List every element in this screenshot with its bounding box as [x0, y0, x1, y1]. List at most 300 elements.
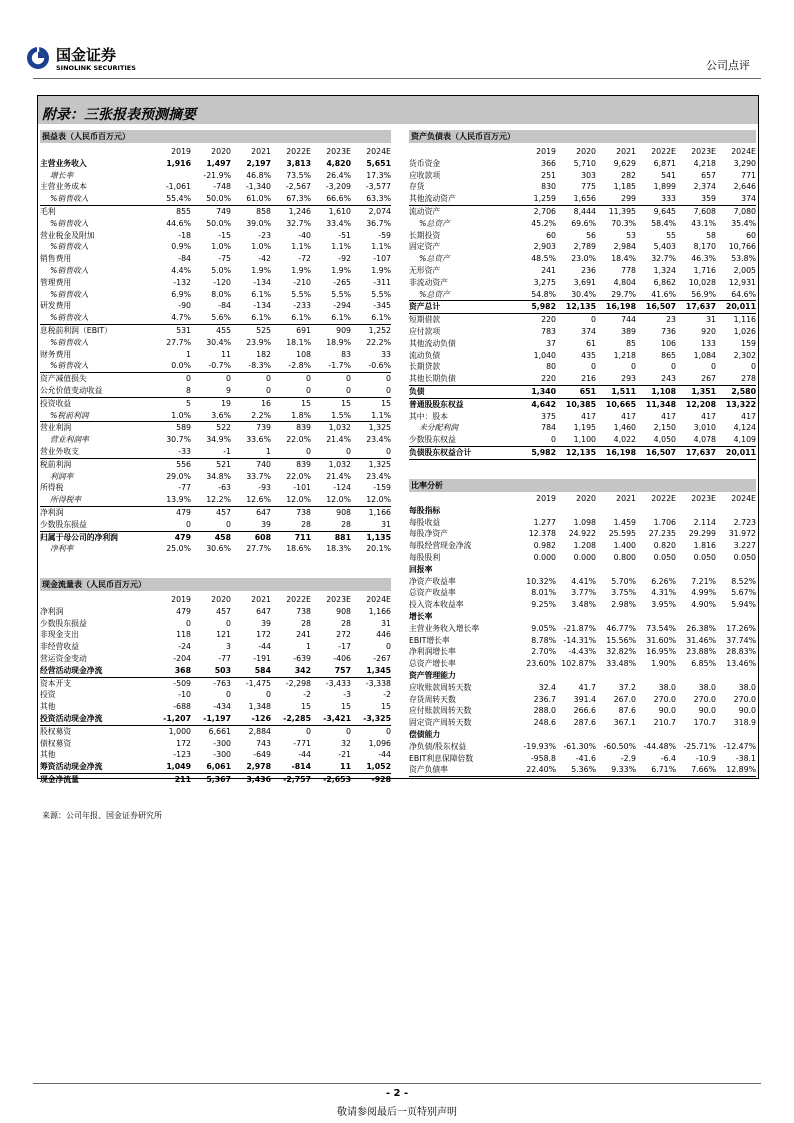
row-value: 0	[351, 446, 391, 458]
row-value: 2,646	[733, 182, 756, 192]
table-row	[409, 446, 756, 459]
row-value: 36.7%	[366, 218, 391, 228]
row-value	[556, 729, 596, 741]
row-value: 22.2%	[366, 337, 391, 347]
row-value: 1.459	[613, 517, 636, 527]
row-value: 9,629	[613, 158, 636, 168]
row-label: 净利润增长率	[409, 647, 456, 657]
row-value: -77	[218, 653, 231, 663]
row-value: -92	[338, 254, 351, 264]
row-label: 其他长期负债	[409, 373, 516, 385]
row-value: -1.7%	[311, 360, 351, 372]
row-label: 非现金支出	[40, 630, 79, 640]
row-value	[676, 670, 716, 682]
row-label: 净资产收益率	[409, 576, 456, 586]
row-value: -3	[343, 690, 351, 700]
row-label: 研发费用	[40, 301, 72, 311]
row-value: 8.52%	[731, 576, 756, 586]
row-value: 1.5%	[311, 410, 351, 422]
row-value: 1	[231, 446, 271, 458]
row-value: 0.9%	[171, 242, 191, 252]
row-value: 25.0%	[166, 544, 191, 554]
row-value: 5,982	[516, 446, 556, 459]
row-value: -2,757	[283, 774, 311, 784]
row-label: 偿债能力	[409, 729, 441, 739]
year-header-row	[40, 594, 391, 606]
row-label: 销售费用	[40, 254, 72, 264]
row-value: 5.67%	[731, 588, 756, 598]
row-value: 1,325	[368, 459, 391, 469]
year-header: 2023E	[326, 595, 351, 604]
table-row	[409, 434, 756, 446]
row-value: -72	[298, 254, 311, 264]
row-value: 18.3%	[326, 544, 351, 554]
row-value: 15	[341, 702, 351, 712]
row-value: 6.1%	[351, 312, 391, 324]
row-value: 41.6%	[636, 289, 676, 301]
table-row	[409, 505, 756, 517]
row-label: 资产减值损失	[40, 374, 87, 384]
row-value: 5,367	[206, 774, 231, 784]
row-value: 556	[176, 459, 191, 469]
row-label: 归属于母公司的净利润	[40, 532, 118, 542]
row-value: 17,637	[676, 301, 716, 314]
row-value: 1,246	[288, 206, 311, 216]
table-row	[409, 385, 756, 398]
row-value: 0	[346, 374, 351, 384]
row-value: 13.46%	[726, 659, 756, 669]
row-value: 1,511	[596, 385, 636, 398]
row-value: 63.3%	[351, 193, 391, 205]
row-label: 普通股股东权益	[409, 399, 464, 409]
table-row	[40, 253, 391, 265]
row-value: 1,716	[693, 265, 716, 275]
row-value: 865	[661, 350, 676, 360]
row-value: -24	[178, 642, 191, 652]
row-value: 26.38%	[686, 623, 716, 633]
row-value	[716, 729, 756, 741]
row-value: 909	[336, 325, 351, 335]
row-value	[716, 564, 756, 576]
table-row	[409, 764, 756, 776]
table-row	[40, 422, 391, 434]
row-value: 541	[661, 170, 676, 180]
row-value: 1,000	[168, 726, 191, 736]
row-value: 1,084	[693, 350, 716, 360]
row-value: -345	[373, 301, 391, 311]
table-row	[40, 471, 391, 483]
row-value: 53.8%	[731, 254, 756, 264]
company-logo	[26, 43, 146, 75]
row-value: 31	[351, 519, 391, 531]
row-value: 691	[296, 325, 311, 335]
row-value: 33.7%	[246, 471, 271, 481]
row-value: 39.0%	[246, 218, 271, 228]
row-value	[676, 729, 716, 741]
cashflow-title: 现金流量表（人民币百万元）	[42, 580, 146, 589]
row-value: 41.7	[578, 682, 596, 692]
row-value: 1,185	[613, 182, 636, 192]
row-value: 368	[151, 665, 191, 677]
row-value: 243	[636, 373, 676, 385]
logo-text-cn: 国金证券	[56, 46, 117, 64]
row-value: 1.8%	[271, 410, 311, 422]
row-value: -191	[253, 653, 271, 663]
row-value: 4,218	[693, 158, 716, 168]
row-value: 172	[256, 630, 271, 640]
row-label: 主营业务成本	[40, 182, 87, 192]
row-value: -84	[178, 254, 191, 264]
row-value: 2,302	[733, 350, 756, 360]
row-value: 1,195	[573, 423, 596, 433]
row-value: 5.5%	[371, 289, 391, 299]
table-row	[409, 265, 756, 277]
row-value: 5,651	[366, 158, 391, 168]
row-value: -134	[253, 277, 271, 287]
row-value: 0	[711, 362, 716, 372]
table-row	[409, 564, 756, 576]
row-value: 3	[226, 642, 231, 652]
row-label: 净负债/股东权益	[409, 741, 467, 751]
row-label: 少数股东损益	[40, 519, 151, 531]
row-value: 73.54%	[646, 623, 676, 633]
row-value: 4.99%	[691, 588, 716, 598]
row-label: 回报率	[409, 564, 433, 574]
row-value: 1.1%	[291, 242, 311, 252]
row-label: %总资产	[419, 254, 450, 264]
row-value: 216	[556, 373, 596, 385]
row-value: 56.9%	[676, 289, 716, 301]
row-value: 5.6%	[191, 312, 231, 324]
row-value: 1,610	[328, 206, 351, 216]
row-value: 9	[191, 385, 231, 397]
row-value: 366	[541, 158, 556, 168]
row-value: 5.0%	[211, 265, 231, 275]
row-value: 28	[311, 519, 351, 531]
row-label: 每股收益	[409, 517, 441, 527]
table-row	[409, 599, 756, 611]
table-row	[409, 398, 756, 410]
row-value: -1,061	[165, 182, 191, 192]
row-value	[556, 505, 596, 517]
row-label: %销售收入	[50, 337, 89, 347]
row-value: 6.26%	[651, 576, 676, 586]
row-value: -126	[231, 713, 271, 725]
table-row	[40, 749, 391, 761]
row-value: 0.000	[573, 552, 596, 562]
row-value: 6.1%	[251, 289, 271, 299]
row-value: 1,916	[166, 158, 191, 168]
year-header: 2024E	[731, 147, 756, 156]
row-value: -3,433	[325, 678, 351, 688]
table-row	[409, 301, 756, 314]
row-label: 未分配利润	[419, 423, 458, 433]
row-label: 营业外收支	[40, 446, 151, 458]
row-value: 5	[186, 398, 191, 408]
row-value: -51	[338, 230, 351, 240]
row-value: 15	[301, 398, 311, 408]
row-value: 15	[381, 702, 391, 712]
row-value: 58	[706, 230, 716, 240]
row-value: 22.40%	[516, 764, 556, 776]
table-row	[409, 170, 756, 182]
row-label: 资产总计	[409, 301, 516, 314]
row-value: 4.31%	[651, 588, 676, 598]
row-value: -120	[213, 277, 231, 287]
row-value: 503	[191, 665, 231, 677]
row-value: 10,766	[728, 242, 756, 252]
row-label: 长期投资	[409, 230, 441, 240]
row-value: 11,395	[608, 206, 636, 216]
row-value: -1,207	[151, 713, 191, 725]
year-header: 2019	[171, 147, 191, 156]
balance-title: 资产负债表（人民币百万元）	[411, 132, 515, 141]
row-label: 每股指标	[409, 505, 441, 515]
row-value: 5,403	[653, 242, 676, 252]
row-value: 1,497	[206, 158, 231, 168]
row-label: 营业利润率	[50, 435, 89, 445]
row-value	[556, 564, 596, 576]
row-value: 0	[386, 642, 391, 652]
row-value: -3,421	[311, 713, 351, 725]
row-value	[676, 611, 716, 623]
row-value: 66.6%	[311, 193, 351, 205]
table-row	[409, 230, 756, 242]
document-type: 公司点评	[706, 59, 750, 72]
row-value: 4,820	[326, 158, 351, 168]
row-label: 净利润	[40, 507, 64, 517]
row-value: -21	[338, 750, 351, 760]
row-label: %销售收入	[50, 242, 89, 252]
row-value: 35.4%	[731, 218, 756, 228]
row-value: 34.9%	[206, 435, 231, 445]
row-value: -75	[218, 254, 231, 264]
row-value: 12,931	[728, 277, 756, 287]
table-row	[40, 230, 391, 242]
row-value: 17.3%	[366, 170, 391, 180]
table-row	[409, 552, 756, 564]
row-value: 1.0%	[211, 242, 231, 252]
year-header: 2019	[171, 595, 191, 604]
row-value: -44.48%	[643, 741, 676, 751]
row-label: 营业利润	[40, 423, 72, 433]
logo-text-en: SINOLINK SECURITIES	[56, 64, 136, 72]
row-value: 0	[266, 690, 271, 700]
row-value: 272	[336, 630, 351, 640]
row-value: -12.47%	[723, 741, 756, 751]
table-row	[40, 761, 391, 773]
table-row	[409, 241, 756, 253]
year-header: 2022E	[651, 147, 676, 156]
row-label: 息税前利润（EBIT）	[40, 325, 112, 335]
row-label: 税前利润	[40, 459, 72, 469]
table-row	[40, 158, 391, 170]
row-value	[556, 670, 596, 682]
page-number: - 2 -	[385, 1088, 409, 1099]
row-value: 5.5%	[291, 289, 311, 299]
row-value: 736	[661, 326, 676, 336]
row-value: 10,385	[565, 399, 596, 409]
year-header-row	[409, 146, 756, 158]
row-label: 每股净资产	[409, 529, 448, 539]
row-value: -17	[338, 642, 351, 652]
row-value: 0	[306, 726, 311, 736]
table-row	[40, 653, 391, 665]
row-value: 11,348	[645, 399, 676, 409]
row-value: 525	[256, 325, 271, 335]
row-value: 34.8%	[206, 471, 231, 481]
row-value: 23.4%	[366, 471, 391, 481]
row-value: 1,049	[151, 761, 191, 773]
row-value: -294	[333, 301, 351, 311]
row-value: 0.0%	[151, 360, 191, 372]
row-value: 108	[296, 349, 311, 359]
row-label: %总资产	[409, 289, 516, 301]
row-value: 375	[541, 411, 556, 421]
row-value: 303	[581, 170, 596, 180]
row-value: 1,032	[328, 423, 351, 433]
row-value: 28	[341, 618, 351, 628]
row-value: 2,978	[231, 761, 271, 773]
row-value: 121	[216, 630, 231, 640]
row-value: 48.5%	[531, 254, 556, 264]
row-value: 23.0%	[571, 254, 596, 264]
row-value: 3,436	[246, 774, 271, 784]
row-value: 647	[256, 507, 271, 517]
row-value: 90.0	[658, 706, 676, 716]
row-value: 738	[296, 507, 311, 517]
row-value: -3,577	[365, 182, 391, 192]
row-value: 1,340	[516, 385, 556, 398]
row-value: 270.0	[653, 694, 676, 704]
row-label: 少数股东权益	[409, 434, 516, 446]
row-label: %税前利润	[40, 410, 151, 422]
row-value: 18.4%	[611, 254, 636, 264]
row-value: 102.87%	[561, 659, 596, 669]
row-value: 43.1%	[691, 218, 716, 228]
row-label: 长期贷款	[409, 362, 441, 372]
row-value: 12.0%	[311, 494, 351, 506]
row-value: 73.5%	[286, 170, 311, 180]
row-value: 2,150	[653, 423, 676, 433]
table-row	[40, 170, 391, 182]
row-value: 739	[256, 423, 271, 433]
row-label: 管理费用	[40, 277, 72, 287]
table-row	[409, 158, 756, 170]
row-value: -61.30%	[563, 741, 596, 751]
row-value: 0	[386, 374, 391, 384]
row-value: 0	[231, 385, 271, 397]
table-row	[40, 218, 391, 230]
table-row	[40, 205, 391, 217]
row-value: 90.0	[738, 706, 756, 716]
row-value: 29.0%	[166, 471, 191, 481]
row-value: 1.1%	[351, 410, 391, 422]
row-value: 4,804	[613, 277, 636, 287]
row-value	[596, 670, 636, 682]
row-value: 522	[216, 423, 231, 433]
row-value: 5.70%	[611, 576, 636, 586]
row-value: 4.90%	[691, 600, 716, 610]
row-value: 3.77%	[571, 588, 596, 598]
row-value: 293	[596, 373, 636, 385]
row-value: 211	[174, 774, 191, 784]
ratios-title: 比率分析	[411, 481, 443, 490]
year-header: 2022E	[286, 147, 311, 156]
row-value: 417	[581, 411, 596, 421]
row-value: 0	[591, 315, 596, 325]
row-value: 0	[266, 374, 271, 384]
row-value: 7.66%	[676, 764, 716, 776]
row-value: -15	[218, 230, 231, 240]
row-value: 267.0	[613, 694, 636, 704]
row-value: -8.3%	[231, 360, 271, 372]
row-value: 270.0	[733, 694, 756, 704]
row-value: 118	[176, 630, 191, 640]
row-value: 10.32%	[526, 576, 556, 586]
row-label: 短期借款	[409, 315, 441, 325]
row-value: 783	[541, 326, 556, 336]
row-label: %销售收入	[40, 193, 151, 205]
row-value: 26.4%	[326, 170, 351, 180]
table-row	[40, 494, 391, 506]
year-header: 2023E	[691, 494, 716, 503]
row-value: 6,661	[208, 726, 231, 736]
row-value: 0	[271, 385, 311, 397]
row-value: 0	[346, 726, 351, 736]
row-value: 38.0	[738, 682, 756, 692]
row-value: 8	[151, 385, 191, 397]
ratio-analysis-table	[409, 493, 756, 777]
row-value: 1.0%	[151, 410, 191, 422]
row-value: 0.050	[693, 552, 716, 562]
table-row	[409, 277, 756, 289]
table-row	[409, 373, 756, 385]
row-value: 22.0%	[286, 471, 311, 481]
row-value: 6.1%	[311, 312, 351, 324]
row-value: -748	[213, 182, 231, 192]
row-value: 6,871	[653, 158, 676, 168]
table-row	[409, 753, 756, 765]
row-value: 38.0	[698, 682, 716, 692]
row-value: 2,984	[613, 242, 636, 252]
row-value: 3.227	[733, 541, 756, 551]
table-row	[40, 265, 391, 277]
row-value: 170.7	[693, 718, 716, 728]
row-label: 所得税	[40, 483, 64, 493]
row-value	[516, 564, 556, 576]
row-value: 6.85%	[691, 659, 716, 669]
table-row	[409, 682, 756, 694]
row-value: -2,285	[271, 713, 311, 725]
row-value: -44	[258, 642, 271, 652]
row-value: 6,061	[191, 761, 231, 773]
row-value: -771	[293, 738, 311, 748]
row-value: 4.41%	[571, 576, 596, 586]
table-row	[40, 665, 391, 677]
row-value: 1,345	[351, 665, 391, 677]
row-value: 389	[621, 326, 636, 336]
table-row	[40, 360, 391, 372]
row-value: -134	[253, 301, 271, 311]
row-label: 应收账款周转天数	[409, 682, 472, 692]
row-value: 858	[256, 206, 271, 216]
balance-sheet-table	[409, 146, 756, 460]
row-value: -2,567	[285, 182, 311, 192]
row-value: 2.70%	[531, 647, 556, 657]
row-label: 净利率	[50, 544, 74, 554]
row-value: -204	[173, 653, 191, 663]
